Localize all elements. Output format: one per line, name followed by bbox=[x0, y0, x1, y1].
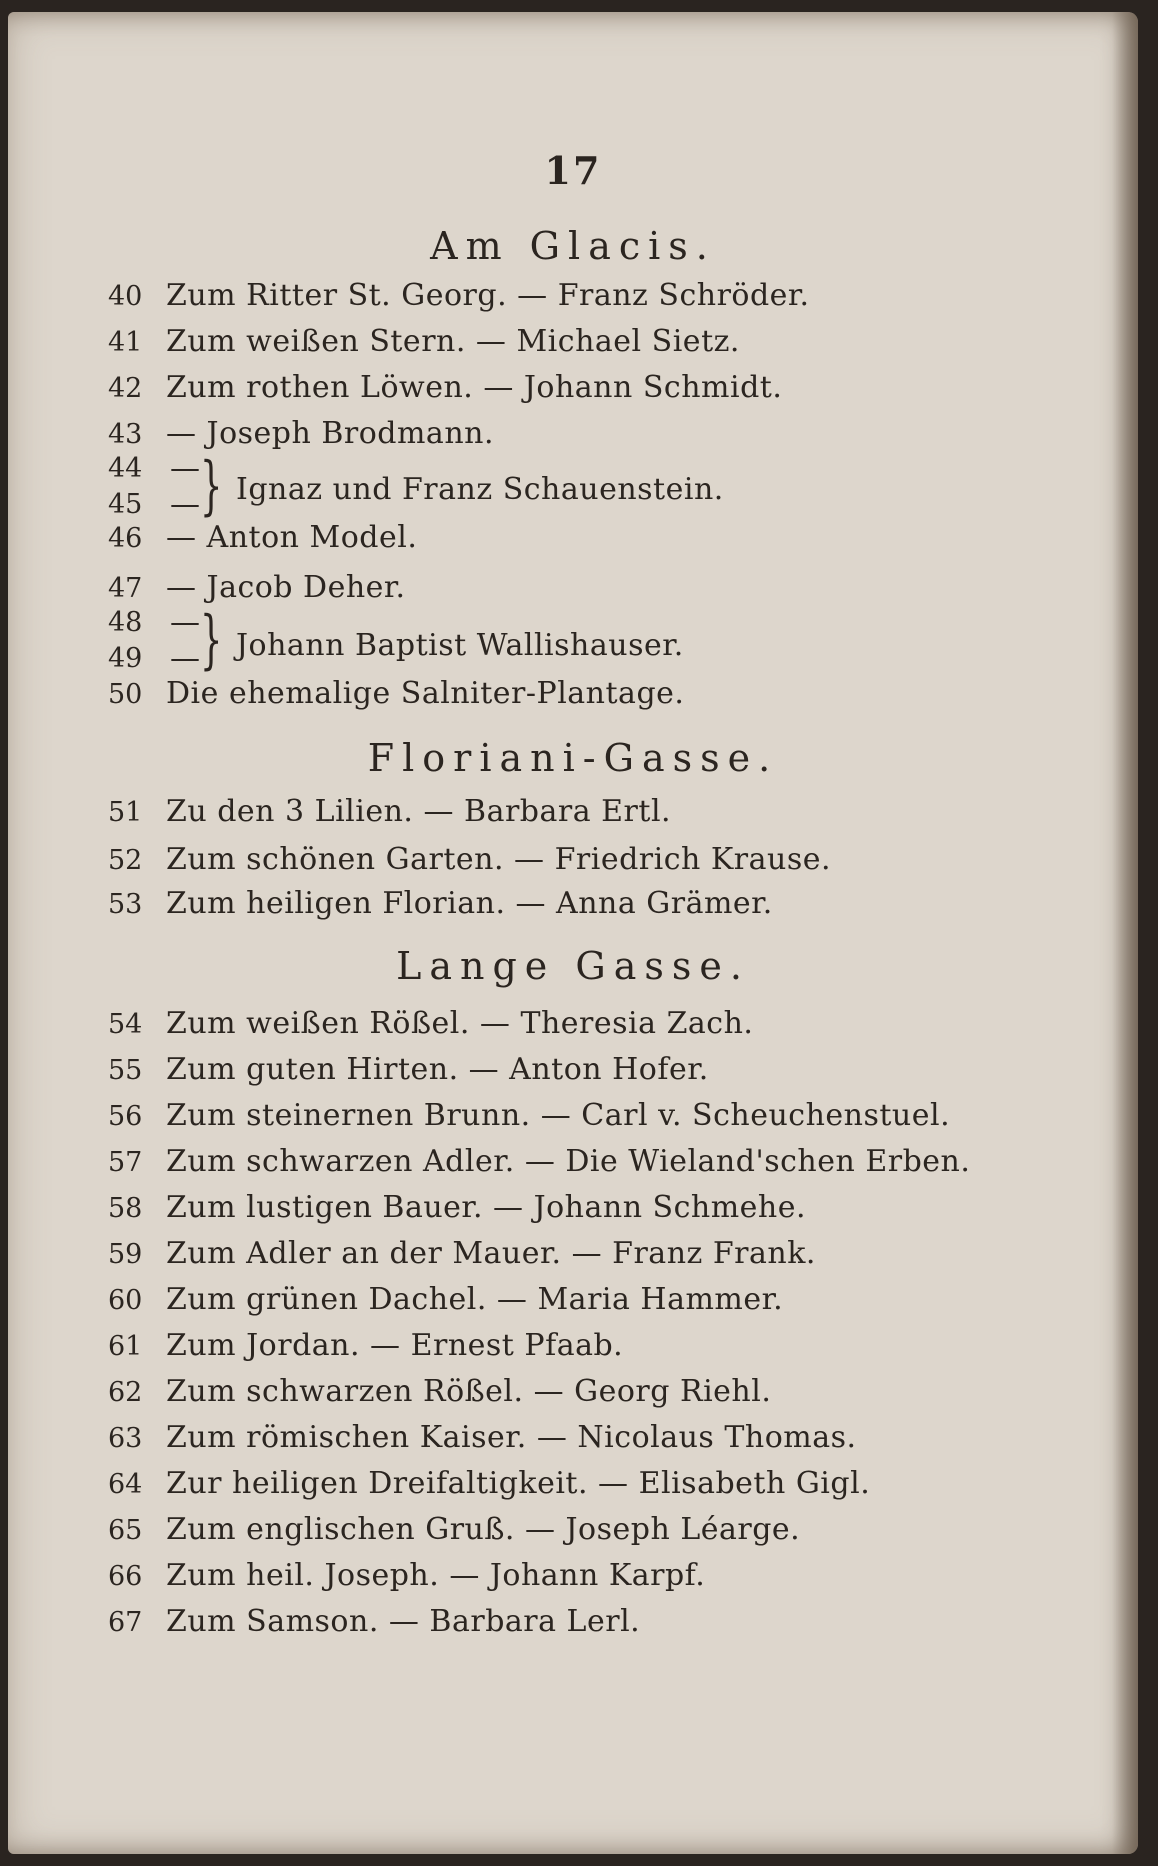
entry-number: 52 bbox=[108, 845, 143, 876]
entry-text: Die ehemalige Salniter-Plantage. bbox=[166, 676, 685, 711]
list-item bbox=[108, 568, 406, 608]
list-item bbox=[108, 840, 831, 880]
entry-number: 64 bbox=[108, 1469, 143, 1500]
entry-text: Zu den 3 Lilien. — Barbara Ertl. bbox=[166, 794, 672, 829]
entry-text: Zum weißen Stern. — Michael Sietz. bbox=[166, 324, 740, 359]
entry-text: Zum englischen Gruß. — Joseph Léarge. bbox=[166, 1512, 801, 1547]
entry-number: 47 bbox=[108, 573, 143, 604]
entry-text: — Jacob Deher. bbox=[166, 570, 406, 605]
curly-brace-icon: } bbox=[200, 449, 223, 523]
entry-text: Johann Baptist Wallishauser. bbox=[236, 628, 684, 663]
entry-number: 48 bbox=[108, 607, 143, 638]
entry-number: 58 bbox=[108, 1193, 143, 1224]
list-item bbox=[108, 276, 810, 316]
entry-text: Zum schönen Garten. — Friedrich Krause. bbox=[166, 842, 832, 877]
entry-number: 50 bbox=[108, 679, 143, 710]
list-item bbox=[108, 884, 773, 924]
dash-mark: — bbox=[170, 451, 200, 486]
entry-number: 67 bbox=[108, 1607, 143, 1638]
entry-number: 44 bbox=[108, 453, 143, 484]
list-item bbox=[108, 1142, 970, 1182]
entry-number: 45 bbox=[108, 489, 143, 520]
entry-number: 63 bbox=[108, 1423, 143, 1454]
entry-number: 60 bbox=[108, 1285, 143, 1316]
list-item bbox=[108, 1418, 857, 1458]
page-content bbox=[8, 12, 1138, 1854]
list-item bbox=[108, 792, 671, 832]
entry-number: 66 bbox=[108, 1561, 143, 1592]
entry-number: 62 bbox=[108, 1377, 143, 1408]
entry-number: 54 bbox=[108, 1009, 143, 1040]
entry-text: Zum weißen Rößel. — Theresia Zach. bbox=[166, 1006, 754, 1041]
entry-text: — Anton Model. bbox=[166, 520, 418, 555]
entry-text: Zum lustigen Bauer. — Johann Schmehe. bbox=[166, 1190, 807, 1225]
list-item bbox=[108, 518, 417, 558]
entry-text: Zum grünen Dachel. — Maria Hammer. bbox=[166, 1282, 784, 1317]
list-item bbox=[108, 1556, 705, 1596]
list-item bbox=[108, 322, 740, 362]
entry-number: 43 bbox=[108, 419, 143, 450]
list-item bbox=[108, 414, 494, 454]
entry-text: Zum römischen Kaiser. — Nicolaus Thomas. bbox=[166, 1420, 857, 1455]
entry-text: Zum Jordan. — Ernest Pfaab. bbox=[166, 1328, 624, 1363]
brace-entry-48-49 bbox=[108, 603, 808, 678]
entry-number: 51 bbox=[108, 797, 143, 828]
entry-number: 46 bbox=[108, 523, 143, 554]
list-item bbox=[108, 1234, 816, 1274]
dash-mark: — bbox=[170, 487, 200, 522]
brace-entry-44-45 bbox=[108, 449, 808, 524]
list-item bbox=[108, 1096, 950, 1136]
section-heading-lange-gasse: Lange Gasse. bbox=[396, 944, 750, 988]
entry-text: Zum heil. Joseph. — Johann Karpf. bbox=[166, 1558, 706, 1593]
list-item bbox=[108, 1372, 771, 1412]
entry-text: Ignaz und Franz Schauenstein. bbox=[236, 472, 724, 507]
entry-text: Zum guten Hirten. — Anton Hofer. bbox=[166, 1052, 709, 1087]
list-item bbox=[108, 1510, 800, 1550]
entry-text: Zum Samson. — Barbara Lerl. bbox=[166, 1604, 641, 1639]
entry-number: 55 bbox=[108, 1055, 143, 1086]
entry-number: 53 bbox=[108, 889, 143, 920]
entry-text: Zum steinernen Brunn. — Carl v. Scheuchenstuel. bbox=[166, 1098, 951, 1133]
entry-text: Zum rothen Löwen. — Johann Schmidt. bbox=[166, 370, 783, 405]
entry-text: Zum Ritter St. Georg. — Franz Schröder. bbox=[166, 278, 810, 313]
entry-text: Zur heiligen Dreifaltigkeit. — Elisabeth Gigl. bbox=[166, 1466, 871, 1501]
list-item bbox=[108, 1050, 709, 1090]
entry-number: 56 bbox=[108, 1101, 143, 1132]
dash-mark: — bbox=[170, 641, 200, 676]
entry-text: Zum schwarzen Rößel. — Georg Riehl. bbox=[166, 1374, 772, 1409]
curly-brace-icon: } bbox=[200, 603, 223, 677]
list-item bbox=[108, 1004, 753, 1044]
entry-number: 59 bbox=[108, 1239, 143, 1270]
entry-text: Zum schwarzen Adler. — Die Wieland'schen Erben. bbox=[166, 1144, 971, 1179]
section-heading-am-glacis: Am Glacis. bbox=[430, 224, 716, 268]
page-number: 17 bbox=[544, 148, 602, 193]
list-item bbox=[108, 1326, 623, 1366]
entry-number: 41 bbox=[108, 327, 143, 358]
dash-mark: — bbox=[170, 605, 200, 640]
list-item bbox=[108, 1188, 806, 1228]
list-item bbox=[108, 1464, 870, 1504]
section-heading-floriani-gasse: Floriani-Gasse. bbox=[367, 736, 779, 780]
entry-text: Zum Adler an der Mauer. — Franz Frank. bbox=[166, 1236, 816, 1271]
entry-number: 42 bbox=[108, 373, 143, 404]
list-item bbox=[108, 674, 684, 714]
entry-number: 57 bbox=[108, 1147, 143, 1178]
list-item bbox=[108, 1280, 783, 1320]
list-item bbox=[108, 1602, 640, 1642]
entry-text: — Joseph Brodmann. bbox=[166, 416, 494, 451]
entry-number: 40 bbox=[108, 281, 143, 312]
entry-number: 61 bbox=[108, 1331, 143, 1362]
entry-number: 65 bbox=[108, 1515, 143, 1546]
book-page bbox=[8, 12, 1138, 1854]
list-item bbox=[108, 368, 782, 408]
entry-number: 49 bbox=[108, 643, 143, 674]
entry-text: Zum heiligen Florian. — Anna Grämer. bbox=[166, 886, 773, 921]
